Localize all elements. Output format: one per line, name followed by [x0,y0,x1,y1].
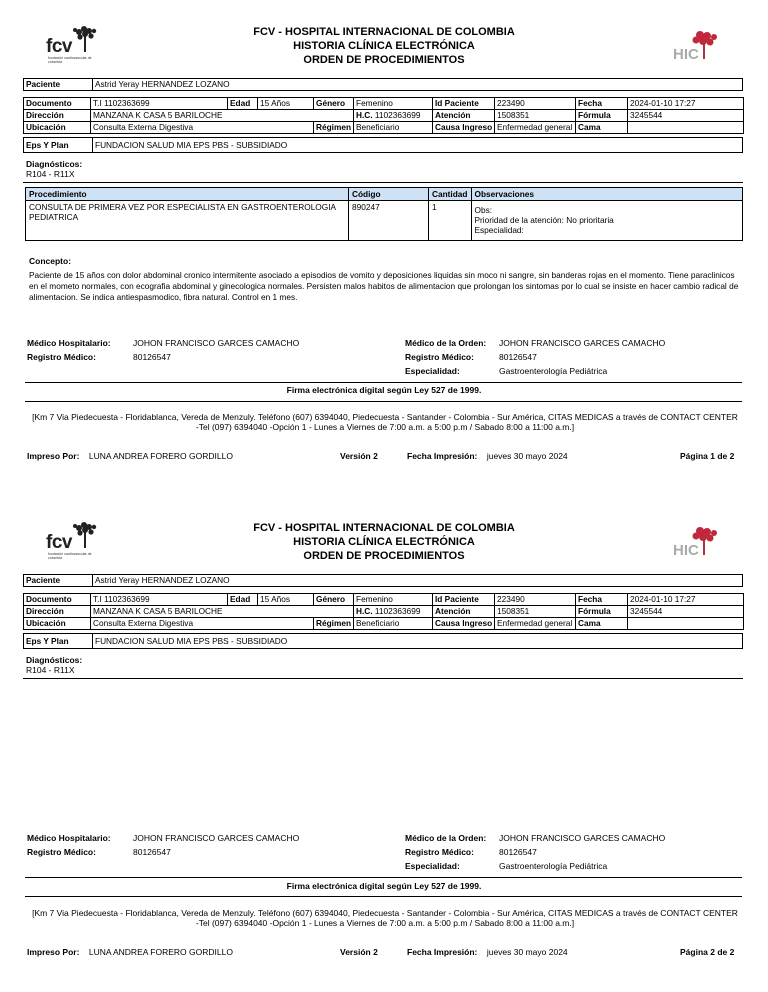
value-documento: T.I 1102363699 [91,594,228,606]
label-paciente: Paciente [24,79,93,91]
patient-info-table [23,593,744,630]
value-impreso: LUNA ANDREA FORERO GORDILLO [88,451,233,461]
address: [Km 7 Via Piedecuesta - Floridablanca, Vereda de Menzuly. Teléfono (607) 6394040, Piedecuesta - Santander - Colombia - Sur América, CITAS MEDICAS a través de CONTACT CENTER -Tel (097) 6394040 -Opción 1 - Lunes a Viernes de 7:00 a.m. a 5:00 p.m / Sabado 8:00 a 11:00 a.m.] [32,412,738,432]
footer-version: Versión 2 [340,947,378,957]
value-hc [354,110,433,122]
label-regimen: Régimen [314,122,354,134]
divider [23,678,743,679]
value-atencion: 1508351 [495,110,576,122]
label-medico-orden: Médico de la Orden: [405,833,487,843]
label-eps: Eps Y Plan [24,634,93,649]
label-especialidad: Especialidad: [405,861,460,871]
label-ubicacion: Ubicación [24,618,91,630]
col-procedimiento: Procedimiento [26,188,349,201]
label-causa: Causa Ingreso [433,122,495,134]
label-genero: Género [314,98,354,110]
value-medico-hosp: JOHON FRANCISCO GARCES CAMACHO [133,338,300,348]
patient-name-table [23,78,743,91]
value-registro2: 80126547 [499,847,537,857]
col-observaciones: Observaciones [471,188,743,201]
label-direccion: Dirección [24,110,91,122]
value-formula: 3245544 [628,110,744,122]
page-number: Página 1 de 2 [680,451,735,461]
diagnosticos [26,159,82,179]
value-ubicacion: Consulta Externa Digestiva [91,122,314,134]
label-medico-hosp: Médico Hospitalario: [27,833,111,843]
table-row [26,201,743,241]
col-codigo: Código [349,188,429,201]
cell-observaciones [471,201,743,241]
value-edad: 15 Años [258,594,314,606]
value-regimen: Beneficiario [354,618,433,630]
label-impreso: Impreso Por: [27,947,80,957]
value-edad: 15 Años [258,98,314,110]
value-paciente: Astrid Yeray HERNANDEZ LOZANO [93,79,743,91]
label-id-paciente: Id Paciente [433,98,495,110]
value-causa: Enfermedad general [495,618,576,630]
label-regimen: Régimen [314,618,354,630]
label-paciente: Paciente [24,575,93,587]
patient-info-table [23,97,744,134]
value-genero: Femenino [354,98,433,110]
label-documento: Documento [24,98,91,110]
value-fecha: 2024-01-10 17:27 [628,594,744,606]
footer-fecha [407,451,568,461]
label-edad: Edad [228,98,258,110]
label-medico-orden: Médico de la Orden: [405,338,487,348]
label-atencion: Atención [433,606,495,618]
divider [23,182,743,183]
footer-fecha [407,947,568,957]
cell-procedimiento: CONSULTA DE PRIMERA VEZ POR ESPECIALISTA EN GASTROENTEROLOGIA PEDIATRICA [26,201,349,241]
eps-table [23,137,743,153]
firma-electronica: Firma electrónica digital según Ley 527 de 1999. [286,385,482,395]
label-registro2: Registro Médico: [405,847,474,857]
diagnosticos-label: Diagnósticos: [26,655,83,665]
value-direccion: MANZANA K CASA 5 BARILOCHE [91,606,354,618]
label-fecha: Fecha [576,594,628,606]
label-impreso: Impreso Por: [27,451,80,461]
signature-left [27,336,299,364]
hic-logo-text: HIC [673,542,699,559]
label-edad: Edad [228,594,258,606]
label-documento: Documento [24,594,91,606]
obs-specialty: Especialidad: [474,225,524,235]
label-especialidad: Especialidad: [405,366,460,376]
document-type: HISTORIA CLÍNICA ELECTRÓNICA [293,536,475,548]
label-fecha: Fecha [576,98,628,110]
diagnosticos-label: Diagnósticos: [26,159,83,169]
value-direccion: MANZANA K CASA 5 BARILOCHE [91,110,354,122]
label-formula: Fórmula [576,110,628,122]
value-fecha: 2024-01-10 17:27 [628,98,744,110]
fcv-logo-text: fcv [46,36,72,57]
value-id-paciente: 223490 [495,594,576,606]
col-cantidad: Cantidad [429,188,472,201]
value-registro2: 80126547 [499,352,537,362]
page-number: Página 2 de 2 [680,947,735,957]
value-eps: FUNDACION SALUD MIA EPS PBS - SUBSIDIADO [93,138,743,153]
value-especialidad: Gastroenterología Pediátrica [499,366,608,376]
fcv-logo-text: fcv [46,532,72,553]
address: [Km 7 Via Piedecuesta - Floridablanca, Vereda de Menzuly. Teléfono (607) 6394040, Piedecuesta - Santander - Colombia - Sur América, CITAS MEDICAS a través de CONTACT CENTER -Tel (097) 6394040 -Opción 1 - Lunes a Viernes de 7:00 a.m. a 5:00 p.m / Sabado 8:00 a 11:00 a.m.] [32,908,738,928]
cell-codigo: 890247 [349,201,429,241]
value-atencion: 1508351 [495,606,576,618]
label-direccion: Dirección [24,606,91,618]
value-regimen: Beneficiario [354,122,433,134]
value-registro: 80126547 [133,847,171,857]
hic-logo-text: HIC [673,46,699,63]
footer-impreso [27,451,233,461]
diagnosticos-value: R104 - R11X [26,665,75,675]
label-atencion: Atención [433,110,495,122]
divider [25,401,742,402]
firma-electronica: Firma electrónica digital según Ley 527 de 1999. [286,881,482,891]
document-subtitle: ORDEN DE PROCEDIMIENTOS [303,550,465,562]
signature-divider [25,877,742,878]
value-medico-orden: JOHON FRANCISCO GARCES CAMACHO [499,338,666,348]
eps-table [23,633,743,649]
signature-right [405,336,665,378]
fcv-logo-subtitle: fundación cardiovascular de colombia [48,552,92,560]
hc-number: 1102363699 [374,110,421,120]
value-cama [628,618,744,630]
value-especialidad: Gastroenterología Pediátrica [499,861,608,871]
label-medico-hosp: Médico Hospitalario: [27,338,111,348]
value-medico-hosp: JOHON FRANCISCO GARCES CAMACHO [133,833,300,843]
label-id-paciente: Id Paciente [433,594,495,606]
label-registro: Registro Médico: [27,847,96,857]
hospital-name: FCV - HOSPITAL INTERNACIONAL DE COLOMBIA [253,26,515,38]
label-cama: Cama [576,618,628,630]
footer-version: Versión 2 [340,451,378,461]
signature-right [405,831,665,873]
obs-priority: Prioridad de la atención: No prioritaria [474,215,614,225]
value-fecha-impresion: jueves 30 mayo 2024 [486,451,568,461]
value-documento: T.I 1102363699 [91,98,228,110]
label-fecha-impresion: Fecha Impresión: [407,947,478,957]
label-fecha-impresion: Fecha Impresión: [407,451,478,461]
label-ubicacion: Ubicación [24,122,91,134]
value-eps: FUNDACION SALUD MIA EPS PBS - SUBSIDIADO [93,634,743,649]
footer-impreso [27,947,233,957]
value-paciente: Astrid Yeray HERNANDEZ LOZANO [93,575,743,587]
label-genero: Género [314,594,354,606]
value-medico-orden: JOHON FRANCISCO GARCES CAMACHO [499,833,666,843]
cell-cantidad: 1 [429,201,472,241]
value-fecha-impresion: jueves 30 mayo 2024 [486,947,568,957]
label-registro: Registro Médico: [27,352,96,362]
patient-name-table [23,574,743,587]
procedures-table [25,187,743,241]
label-cama: Cama [576,122,628,134]
document-type: HISTORIA CLÍNICA ELECTRÓNICA [293,40,475,52]
value-causa: Enfermedad general [495,122,576,134]
label-eps: Eps Y Plan [24,138,93,153]
divider [25,896,742,897]
value-formula: 3245544 [628,606,744,618]
value-cama [628,122,744,134]
hc-number: 1102363699 [374,606,421,616]
obs-line: Obs: [474,205,493,215]
concepto-label: Concepto: [29,256,72,266]
label-hc: H.C. [356,110,373,120]
value-registro: 80126547 [133,352,171,362]
value-ubicacion: Consulta Externa Digestiva [91,618,314,630]
value-impreso: LUNA ANDREA FORERO GORDILLO [88,947,233,957]
signature-divider [25,382,742,383]
label-causa: Causa Ingreso [433,618,495,630]
label-registro2: Registro Médico: [405,352,474,362]
value-id-paciente: 223490 [495,98,576,110]
page-2 [0,496,768,992]
label-hc: H.C. [356,606,373,616]
diagnosticos-value: R104 - R11X [26,169,75,179]
value-genero: Femenino [354,594,433,606]
label-formula: Fórmula [576,606,628,618]
hospital-name: FCV - HOSPITAL INTERNACIONAL DE COLOMBIA [253,522,515,534]
fcv-logo-subtitle: fundación cardiovascular de colombia [48,56,92,64]
concepto-text: Paciente de 15 años con dolor abdominal cronico intermitente asociado a episodios de vomito y deposiciones liquidas sin moco ni sangre, sin banderas rojas en el momento. Tiene paraclinicos en el mometo normales, con ecografia abdominal y ginecologica normales. Persisten malos habitos de alimentacion que prolongan los sintomas por lo cual se insiste en hacer cambio radical de alimentacion. Se indica antiespasmodico, fibra natural. Control en 1 mes. [29,270,739,302]
document-subtitle: ORDEN DE PROCEDIMIENTOS [303,54,465,66]
signature-left [27,831,299,859]
diagnosticos [26,655,82,675]
value-hc [354,606,433,618]
